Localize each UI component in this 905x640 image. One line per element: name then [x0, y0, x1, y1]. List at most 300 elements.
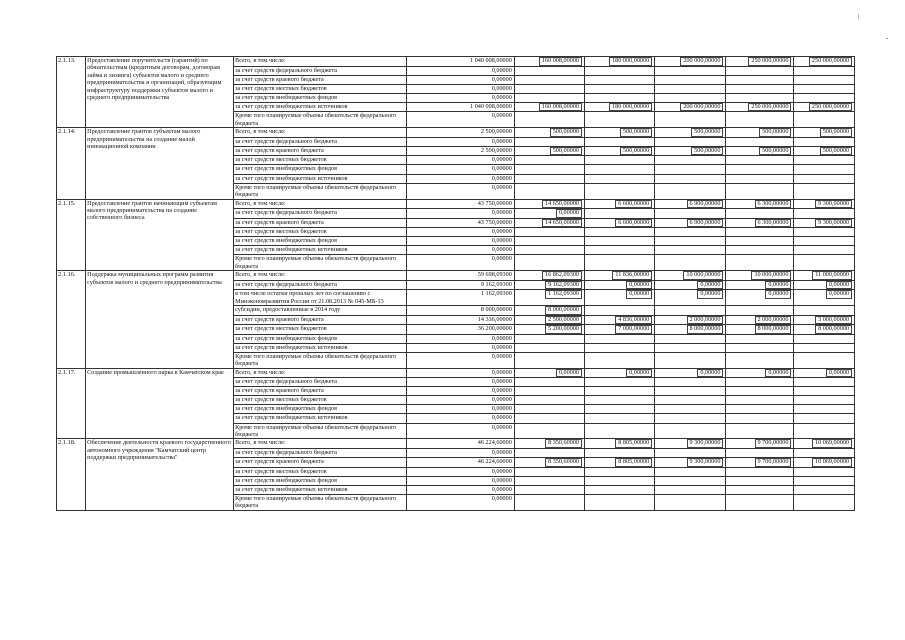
amount-value: 2 500,00000: [545, 316, 582, 325]
year-value-cell: [655, 137, 726, 146]
year-value-cell: [655, 414, 726, 423]
funding-source-label: за счет средств местных бюджетов: [234, 228, 407, 237]
year-value-cell: [585, 93, 655, 102]
year-value-cell: [655, 306, 726, 316]
funding-source-label: за счет средств внебюджетных фондов: [234, 237, 407, 246]
funding-source-label: за счет средств внебюджетных источников: [234, 102, 407, 112]
year-value-cell: [794, 494, 855, 510]
total-value-cell: [406, 343, 514, 352]
year-value-cell: [585, 84, 655, 93]
funding-source-label: за счет средств местных бюджетов: [234, 156, 407, 165]
total-value-cell: [406, 209, 514, 219]
year-value-cell: [514, 128, 584, 138]
total-value-cell: [406, 448, 514, 457]
amount-value: 5 200,00000: [545, 325, 582, 334]
year-value-cell: [794, 306, 855, 316]
year-value-cell: [514, 174, 584, 183]
amount-value: 0,00000: [491, 183, 512, 191]
year-value-cell: [726, 66, 794, 75]
year-value-cell: [794, 315, 855, 325]
amount-value: 0,00000: [491, 174, 512, 182]
year-value-cell: [655, 334, 726, 343]
year-value-cell: [794, 255, 855, 271]
year-value-cell: [726, 209, 794, 219]
year-value-cell: [514, 494, 584, 510]
year-value-cell: [726, 228, 794, 237]
amount-value: 2 500,00000: [480, 128, 512, 136]
year-value-cell: [585, 112, 655, 128]
year-value-cell: [655, 343, 726, 352]
amount-value: 9 162,09300: [480, 280, 512, 288]
year-value-cell: [726, 467, 794, 476]
year-value-cell: [655, 84, 726, 93]
total-value-cell: [406, 156, 514, 165]
table-row: [57, 271, 855, 281]
amount-value: 500,00000: [620, 147, 652, 156]
amount-value: 0,00000: [491, 112, 512, 120]
year-value-cell: [794, 102, 855, 112]
year-value-cell: [794, 378, 855, 387]
funding-source-label: Всего, в том числе:: [234, 199, 407, 209]
year-value-cell: [655, 494, 726, 510]
amount-value: 8 000,00000: [545, 306, 582, 315]
amount-value: 200 000,00000: [680, 57, 723, 66]
amount-value: 0,00000: [491, 378, 512, 386]
year-value-cell: [794, 137, 855, 146]
year-value-cell: [514, 315, 584, 325]
funding-source-label: Кроме того планируемые объемы обязательств федерального бюджета: [234, 423, 407, 439]
table-row: [57, 128, 855, 138]
total-value-cell: [406, 315, 514, 325]
amount-value: 0,00000: [491, 368, 512, 376]
funding-source-label: за счет средств федерального бюджета: [234, 66, 407, 75]
year-value-cell: [514, 112, 584, 128]
total-value-cell: [406, 439, 514, 449]
total-value-cell: [406, 165, 514, 174]
year-value-cell: [794, 156, 855, 165]
year-value-cell: [726, 405, 794, 414]
year-value-cell: [655, 228, 726, 237]
year-value-cell: [585, 199, 655, 209]
amount-value: 8 000,00000: [480, 306, 512, 314]
amount-value: 2 000,00000: [755, 316, 792, 325]
year-value-cell: [655, 218, 726, 228]
year-value-cell: [514, 93, 584, 102]
year-value-cell: [585, 290, 655, 306]
funding-source-label: субсидии, предоставленные в 2014 году: [234, 306, 407, 316]
total-value-cell: [406, 387, 514, 396]
funding-source-label: за счет средств местных бюджетов: [234, 396, 407, 405]
amount-value: 200 000,00000: [680, 103, 723, 112]
amount-value: 0,00000: [697, 290, 723, 299]
total-value-cell: [406, 228, 514, 237]
total-value-cell: [406, 485, 514, 494]
year-value-cell: [726, 128, 794, 138]
year-value-cell: [655, 102, 726, 112]
year-value-cell: [726, 57, 794, 67]
total-value-cell: [406, 290, 514, 306]
year-value-cell: [726, 183, 794, 199]
year-value-cell: [514, 368, 584, 378]
amount-value: 43 750,00000: [477, 199, 512, 207]
amount-value: 36 200,00000: [477, 325, 512, 333]
year-value-cell: [726, 84, 794, 93]
year-value-cell: [514, 84, 584, 93]
amount-value: 9 300,00000: [815, 200, 852, 209]
year-value-cell: [794, 290, 855, 306]
total-value-cell: [406, 75, 514, 84]
amount-value: 0,00000: [491, 156, 512, 164]
year-value-cell: [726, 199, 794, 209]
amount-value: 14 650,00000: [542, 219, 582, 228]
amount-value: 9 700,00000: [755, 439, 792, 448]
year-value-cell: [585, 66, 655, 75]
year-value-cell: [726, 315, 794, 325]
funding-source-label: за счет средств краевого бюджета: [234, 387, 407, 396]
year-value-cell: [514, 156, 584, 165]
year-value-cell: [794, 405, 855, 414]
year-value-cell: [794, 228, 855, 237]
year-value-cell: [655, 156, 726, 165]
year-value-cell: [794, 368, 855, 378]
amount-value: 8 000,00000: [755, 325, 792, 334]
year-value-cell: [585, 485, 655, 494]
amount-value: 0,00000: [491, 246, 512, 254]
year-value-cell: [585, 218, 655, 228]
amount-value: 1 040 008,00000: [470, 102, 512, 110]
year-value-cell: [794, 414, 855, 423]
amount-value: 9 700,00000: [755, 458, 792, 467]
year-value-cell: [794, 458, 855, 468]
year-value-cell: [514, 237, 584, 246]
amount-value: 0,00000: [491, 396, 512, 404]
funding-source-label: за счет средств местных бюджетов: [234, 467, 407, 476]
amount-value: 160 008,00000: [539, 57, 582, 66]
year-value-cell: [585, 137, 655, 146]
year-value-cell: [794, 75, 855, 84]
funding-source-label: за счет средств внебюджетных фондов: [234, 334, 407, 343]
year-value-cell: [726, 448, 794, 457]
table-row: [57, 199, 855, 209]
year-value-cell: [655, 378, 726, 387]
year-value-cell: [514, 280, 584, 290]
section-title: Создание промышленного парка в Камчатском крае: [86, 368, 234, 439]
year-value-cell: [514, 102, 584, 112]
total-value-cell: [406, 102, 514, 112]
total-value-cell: [406, 306, 514, 316]
year-value-cell: [585, 280, 655, 290]
year-value-cell: [585, 128, 655, 138]
year-value-cell: [655, 387, 726, 396]
year-value-cell: [794, 280, 855, 290]
amount-value: 0,00000: [491, 423, 512, 431]
year-value-cell: [585, 405, 655, 414]
amount-value: 6 600,00000: [615, 200, 652, 209]
section-title: Поддержка муниципальных программ развития субъектов малого и среднего предпринимательства: [86, 271, 234, 368]
year-value-cell: [585, 228, 655, 237]
funding-source-label: за счет средств федерального бюджета: [234, 448, 407, 457]
year-value-cell: [726, 414, 794, 423]
amount-value: 14 650,00000: [542, 200, 582, 209]
funding-source-label: Всего, в том числе:: [234, 439, 407, 449]
year-value-cell: [514, 255, 584, 271]
amount-value: 9 300,00000: [815, 219, 852, 228]
year-value-cell: [794, 352, 855, 368]
total-value-cell: [406, 467, 514, 476]
amount-value: 43 750,00000: [477, 218, 512, 226]
total-value-cell: [406, 271, 514, 281]
year-value-cell: [514, 325, 584, 335]
amount-value: 0,00000: [491, 237, 512, 245]
year-value-cell: [655, 396, 726, 405]
year-value-cell: [794, 57, 855, 67]
year-value-cell: [655, 93, 726, 102]
funding-source-label: за счет средств внебюджетных фондов: [234, 165, 407, 174]
year-value-cell: [794, 199, 855, 209]
amount-value: 46 224,60000: [477, 439, 512, 447]
year-value-cell: [585, 343, 655, 352]
year-value-cell: [794, 112, 855, 128]
year-value-cell: [655, 448, 726, 457]
year-value-cell: [585, 467, 655, 476]
amount-value: 59 698,09300: [477, 271, 512, 279]
total-value-cell: [406, 280, 514, 290]
year-value-cell: [514, 271, 584, 281]
section-number: 2.1.13.: [57, 57, 86, 128]
year-value-cell: [794, 485, 855, 494]
section-number: 2.1.16.: [57, 271, 86, 368]
year-value-cell: [726, 494, 794, 510]
total-value-cell: [406, 128, 514, 138]
funding-source-label: Кроме того планируемые объемы обязательств федерального бюджета: [234, 112, 407, 128]
funding-source-label: за счет средств краевого бюджета: [234, 315, 407, 325]
year-value-cell: [514, 396, 584, 405]
amount-value: 0,00000: [626, 369, 652, 378]
year-value-cell: [655, 476, 726, 485]
amount-value: 0,00000: [491, 93, 512, 101]
year-value-cell: [726, 458, 794, 468]
year-value-cell: [514, 75, 584, 84]
amount-value: 500,00000: [820, 128, 852, 137]
amount-value: 0,00000: [826, 281, 852, 290]
funding-source-label: Кроме того планируемые объемы обязательств федерального бюджета: [234, 494, 407, 510]
funding-source-label: за счет средств краевого бюджета: [234, 146, 407, 156]
funding-source-label: Кроме того планируемые объемы обязательств федерального бюджета: [234, 183, 407, 199]
year-value-cell: [726, 439, 794, 449]
total-value-cell: [406, 112, 514, 128]
year-value-cell: [585, 448, 655, 457]
funding-source-label: за счет средств внебюджетных источников: [234, 174, 407, 183]
year-value-cell: [794, 325, 855, 335]
amount-value: 500,00000: [550, 128, 582, 137]
amount-value: 0,00000: [491, 255, 512, 263]
year-value-cell: [514, 343, 584, 352]
total-value-cell: [406, 57, 514, 67]
year-value-cell: [726, 378, 794, 387]
amount-value: 250 000,00000: [809, 103, 852, 112]
amount-value: 0,00000: [491, 75, 512, 83]
amount-value: 180 000,00000: [609, 103, 652, 112]
amount-value: 0,00000: [826, 369, 852, 378]
amount-value: 0,00000: [491, 209, 512, 216]
year-value-cell: [655, 174, 726, 183]
year-value-cell: [514, 306, 584, 316]
year-value-cell: [514, 209, 584, 219]
year-value-cell: [794, 467, 855, 476]
year-value-cell: [655, 66, 726, 75]
amount-value: 500,00000: [759, 147, 791, 156]
total-value-cell: [406, 237, 514, 246]
amount-value: 10 069,00000: [812, 458, 852, 467]
section-title: Предоставление грантов субъектам малого предпринимательства на создание малой инновационной компании: [86, 128, 234, 199]
funding-source-label: за счет средств краевого бюджета: [234, 75, 407, 84]
amount-value: 0,00000: [491, 448, 512, 456]
year-value-cell: [794, 128, 855, 138]
amount-value: 46 224,60000: [477, 458, 512, 466]
table-row: [57, 368, 855, 378]
year-value-cell: [726, 102, 794, 112]
year-value-cell: [655, 368, 726, 378]
year-value-cell: [726, 271, 794, 281]
year-value-cell: [726, 93, 794, 102]
section-title: Предоставление поручительств (гарантий) по обязательствам (кредитным договорам, договорам займа и лизинга) субъектов малого и среднего предпринимательства и организаций, образующим инфраструктуру поддержки субъектов малого и среднего предпринимательства: [86, 57, 234, 128]
year-value-cell: [726, 156, 794, 165]
total-value-cell: [406, 84, 514, 93]
year-value-cell: [514, 439, 584, 449]
funding-source-label: Всего, в том числе:: [234, 128, 407, 138]
year-value-cell: [794, 84, 855, 93]
funding-source-label: за счет средств федерального бюджета: [234, 378, 407, 387]
amount-value: 0,00000: [697, 281, 723, 290]
year-value-cell: [655, 146, 726, 156]
year-value-cell: [585, 146, 655, 156]
amount-value: 250 000,00000: [748, 57, 791, 66]
funding-source-label: за счет средств федерального бюджета: [234, 137, 407, 146]
total-value-cell: [406, 174, 514, 183]
amount-value: 500,00000: [550, 147, 582, 156]
amount-value: 0,00000: [556, 369, 582, 378]
year-value-cell: [514, 448, 584, 457]
year-value-cell: [794, 183, 855, 199]
amount-value: 250 000,00000: [809, 57, 852, 66]
year-value-cell: [655, 199, 726, 209]
amount-value: 0,00000: [491, 387, 512, 395]
amount-value: 0,00000: [697, 369, 723, 378]
total-value-cell: [406, 137, 514, 146]
year-value-cell: [726, 423, 794, 439]
funding-source-label: Всего, в том числе:: [234, 57, 407, 67]
amount-value: 0,00000: [491, 66, 512, 74]
year-value-cell: [585, 334, 655, 343]
amount-value: 160 008,00000: [539, 103, 582, 112]
year-value-cell: [585, 237, 655, 246]
amount-value: 4 836,00000: [615, 316, 652, 325]
amount-value: 8 000,00000: [687, 325, 724, 334]
amount-value: 0,00000: [491, 137, 512, 145]
year-value-cell: [655, 128, 726, 138]
year-value-cell: [514, 165, 584, 174]
amount-value: 8 350,60000: [545, 458, 582, 467]
year-value-cell: [585, 368, 655, 378]
year-value-cell: [655, 237, 726, 246]
year-value-cell: [514, 57, 584, 67]
year-value-cell: [585, 423, 655, 439]
year-value-cell: [794, 66, 855, 75]
amount-value: 0,00000: [491, 405, 512, 413]
year-value-cell: [585, 387, 655, 396]
year-value-cell: [726, 112, 794, 128]
year-value-cell: [794, 271, 855, 281]
year-value-cell: [655, 290, 726, 306]
amount-value: 0,00000: [491, 228, 512, 235]
table-row: [57, 439, 855, 449]
amount-value: 7 000,00000: [615, 325, 652, 334]
year-value-cell: [726, 306, 794, 316]
year-value-cell: [514, 467, 584, 476]
amount-value: 6 300,00000: [755, 200, 792, 209]
amount-value: 0,00000: [491, 476, 512, 484]
year-value-cell: [726, 334, 794, 343]
year-value-cell: [585, 57, 655, 67]
year-value-cell: [585, 209, 655, 219]
year-value-cell: [794, 246, 855, 255]
year-value-cell: [726, 146, 794, 156]
year-value-cell: [585, 315, 655, 325]
funding-source-label: за счет средств краевого бюджета: [234, 458, 407, 468]
year-value-cell: [794, 476, 855, 485]
year-value-cell: [655, 325, 726, 335]
year-value-cell: [514, 485, 584, 494]
funding-source-label: за счет средств краевого бюджета: [234, 218, 407, 228]
section-number: 2.1.18.: [57, 439, 86, 510]
total-value-cell: [406, 218, 514, 228]
year-value-cell: [726, 343, 794, 352]
amount-value: 2 500,00000: [480, 146, 512, 154]
amount-value: 0,00000: [491, 414, 512, 422]
funding-source-label: за счет средств внебюджетных фондов: [234, 405, 407, 414]
year-value-cell: [794, 174, 855, 183]
total-value-cell: [406, 334, 514, 343]
year-value-cell: [726, 280, 794, 290]
year-value-cell: [514, 199, 584, 209]
year-value-cell: [585, 378, 655, 387]
year-value-cell: [655, 458, 726, 468]
year-value-cell: [655, 485, 726, 494]
year-value-cell: [726, 137, 794, 146]
year-value-cell: [585, 271, 655, 281]
year-value-cell: [585, 352, 655, 368]
total-value-cell: [406, 183, 514, 199]
year-value-cell: [585, 325, 655, 335]
year-value-cell: [726, 237, 794, 246]
total-value-cell: [406, 352, 514, 368]
amount-value: 0,00000: [626, 281, 652, 290]
year-value-cell: [585, 174, 655, 183]
year-value-cell: [514, 290, 584, 306]
year-value-cell: [585, 156, 655, 165]
total-value-cell: [406, 458, 514, 468]
year-value-cell: [655, 467, 726, 476]
year-value-cell: [726, 387, 794, 396]
amount-value: 11 836,00000: [612, 271, 652, 280]
year-value-cell: [514, 66, 584, 75]
amount-value: 1 162,09300: [545, 290, 582, 299]
year-value-cell: [514, 334, 584, 343]
amount-value: 0,00000: [626, 290, 652, 299]
year-value-cell: [585, 476, 655, 485]
amount-value: 0,00000: [491, 352, 512, 360]
total-value-cell: [406, 246, 514, 255]
